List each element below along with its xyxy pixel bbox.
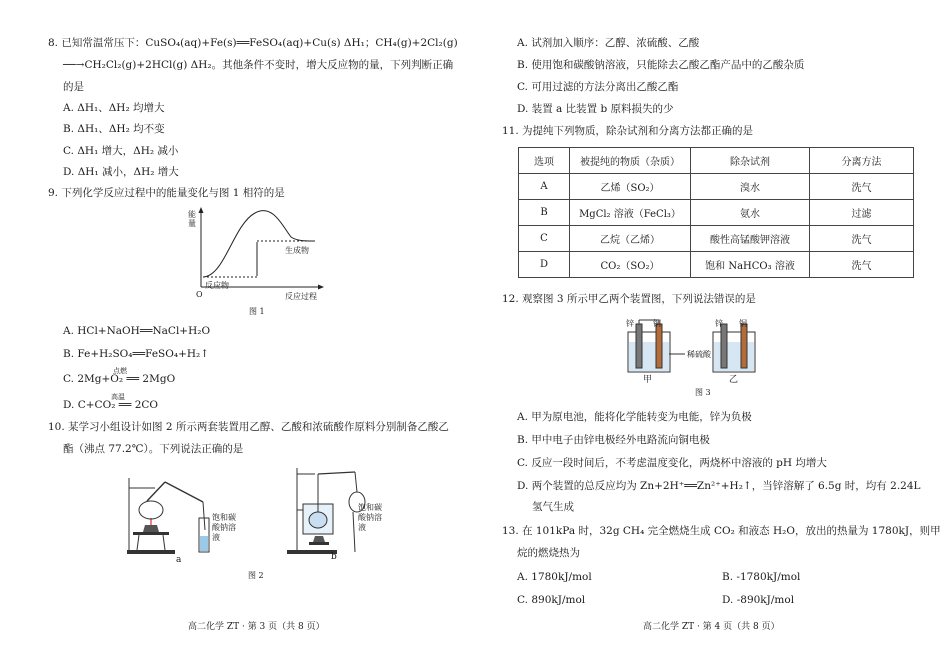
q10-line1: 10. 某学习小组设计如图 2 所示两套装置用乙醇、乙酸和浓硫酸作原料分别制备乙酸乙 (48, 421, 449, 433)
table-header-row (519, 148, 914, 174)
q10-option-d: D. 装置 a 比装置 b 原料损失的少 (517, 103, 674, 115)
table-cell: 过滤 (810, 200, 914, 226)
table-row (519, 226, 914, 252)
y-axis-arrow (199, 207, 204, 213)
q12-option-d: D. 两个装置的总反应均为 Zn+2H⁺══Zn²⁺+H₂↑，当锌溶解了 6.5g 时，均有 2.24L (517, 480, 921, 492)
q13-option-a: A. 1780kJ/mol (517, 571, 592, 583)
q8-option-a: A. ΔH₁、ΔH₂ 均增大 (63, 102, 165, 114)
fig2-b: b (331, 552, 337, 562)
fig3-zn: 锌 (626, 319, 634, 328)
q9-cond-d: 高温 (111, 393, 125, 401)
q12-option-b: B. 甲中电子由锌电极经外电路流向铜电极 (517, 434, 710, 446)
fig3-cu: 铜 (653, 319, 661, 328)
fig1-product: 生成物 (285, 246, 309, 255)
right-footer: 高二化学 ZT · 第 4 页（共 8 页） (643, 622, 780, 632)
q13-option-c: C. 890kJ/mol (517, 594, 586, 606)
q8-option-c: C. ΔH₁ 增大，ΔH₂ 减小 (63, 145, 179, 157)
q10-option-b: B. 使用饱和碳酸钠溶液，只能除去乙酸乙酯产品中的乙酸杂质 (517, 59, 805, 71)
table-cell: 饱和 NaHCO₃ 溶液 (691, 252, 810, 278)
fig1-reactant: 反应物 (205, 281, 229, 290)
table-cell: C (519, 226, 570, 252)
fig1-origin: O (196, 290, 203, 299)
table-row (519, 252, 914, 278)
q8-line1: 8. 已知常温常压下：CuSO₄(aq)+Fe(s)══FeSO₄(aq)+Cu(s) ΔH₁；CH₄(g)+2Cl₂(g) (48, 37, 458, 49)
table-cell: 洗气 (810, 174, 914, 200)
q9-option-d: D. C+CO₂ ══ 2CO (63, 399, 159, 411)
table-cell: 溴水 (691, 174, 810, 200)
table-row (519, 174, 914, 200)
fig3-jia: 甲 (643, 375, 653, 385)
left-footer: 高二化学 ZT · 第 3 页（共 8 页） (188, 622, 325, 632)
table-header: 除杂试剂 (691, 148, 810, 174)
separation-table (518, 147, 914, 278)
q12-option-c: C. 反应一段时间后，不考虑温度变化，两烧杯中溶液的 pH 均增大 (517, 457, 827, 469)
q10-line2: 酯（沸点 77.2℃）。下列说法正确的是 (63, 443, 244, 455)
table-cell: 乙烯（SO₂） (570, 174, 691, 200)
q13-line2: 烷的燃烧热为 (517, 547, 580, 559)
energy-curve (203, 211, 313, 277)
q13-option-d: D. -890kJ/mol (722, 594, 795, 606)
fig3-yi: 乙 (729, 375, 739, 385)
table-cell: 洗气 (810, 252, 914, 278)
q9-option-b: B. Fe+H₂SO₄══FeSO₄+H₂↑ (63, 348, 210, 360)
q11-stem: 11. 为提纯下列物质，除杂试剂和分离方法都正确的是 (502, 125, 754, 137)
table-cell: A (519, 174, 570, 200)
q9-option-a: A. HCl+NaOH══NaCl+H₂O (63, 325, 211, 337)
right-page (475, 0, 941, 654)
table-cell: 酸性高锰酸钾溶液 (691, 226, 810, 252)
q9-stem: 9. 下列化学反应过程中的能量变化与图 1 相符的是 (48, 187, 285, 199)
fig2-a: a (176, 555, 182, 565)
table-cell: B (519, 200, 570, 226)
fig3-caption: 图 3 (695, 388, 711, 397)
q13-option-b: B. -1780kJ/mol (722, 571, 801, 583)
q12-option-d-cont: 氢气生成 (532, 501, 574, 513)
q8-line3: 的是 (63, 81, 84, 93)
fig2-caption: 图 2 (248, 571, 264, 580)
q12-option-a: A. 甲为原电池，能将化学能转变为电能，锌为负极 (517, 411, 752, 423)
fig1-caption: 图 1 (249, 307, 265, 316)
fig3-zn2: 锌 (715, 319, 723, 328)
table-header: 分离方法 (810, 148, 914, 174)
table-cell: 洗气 (810, 226, 914, 252)
fig2-label-b: 饱和碳酸钠溶液 (358, 503, 382, 532)
q13-line1: 13. 在 101kPa 时，32g CH₄ 完全燃烧生成 CO₂ 和液态 H₂O，放出的热量为 1780kJ，则甲 (502, 525, 941, 537)
q12-stem: 12. 观察图 3 所示甲乙两个装置图，下列说法错误的是 (502, 293, 756, 305)
table-header: 被提纯的物质（杂质） (570, 148, 691, 174)
left-page (0, 0, 460, 654)
table-cell: CO₂（SO₂） (570, 252, 691, 278)
fig3-cu2: 铜 (739, 319, 747, 328)
q8-option-d: D. ΔH₁ 减小，ΔH₂ 增大 (63, 166, 179, 178)
table-row (519, 200, 914, 226)
fig1-ylabel: 能量 (188, 210, 196, 228)
q9-cond-c: 点燃 (113, 367, 127, 375)
table-cell: 乙烷（乙烯） (570, 226, 691, 252)
table-cell: MgCl₂ 溶液（FeCl₃） (570, 200, 691, 226)
fig3-acid: 稀硫酸 (687, 350, 711, 359)
fig2-label-a: 饱和碳酸钠溶液 (212, 513, 236, 542)
q8-option-b: B. ΔH₁、ΔH₂ 均不变 (63, 123, 165, 135)
table-cell: D (519, 252, 570, 278)
q10-option-a: A. 试剂加入顺序：乙醇、浓硫酸、乙酸 (517, 37, 700, 49)
table-cell: 氨水 (691, 200, 810, 226)
fig1-xlabel: 反应过程 (285, 292, 317, 301)
q9-option-c: C. 2Mg+O₂ ══ 2MgO (63, 373, 176, 385)
q10-option-c: C. 可用过滤的方法分离出乙酸乙酯 (517, 81, 679, 93)
q8-line2: ──→CH₂Cl₂(g)+2HCl(g) ΔH₂。其他条件不变时，增大反应物的量，下列判断正确 (63, 59, 454, 71)
x-axis-arrow (318, 285, 324, 290)
table-header: 选项 (519, 148, 570, 174)
